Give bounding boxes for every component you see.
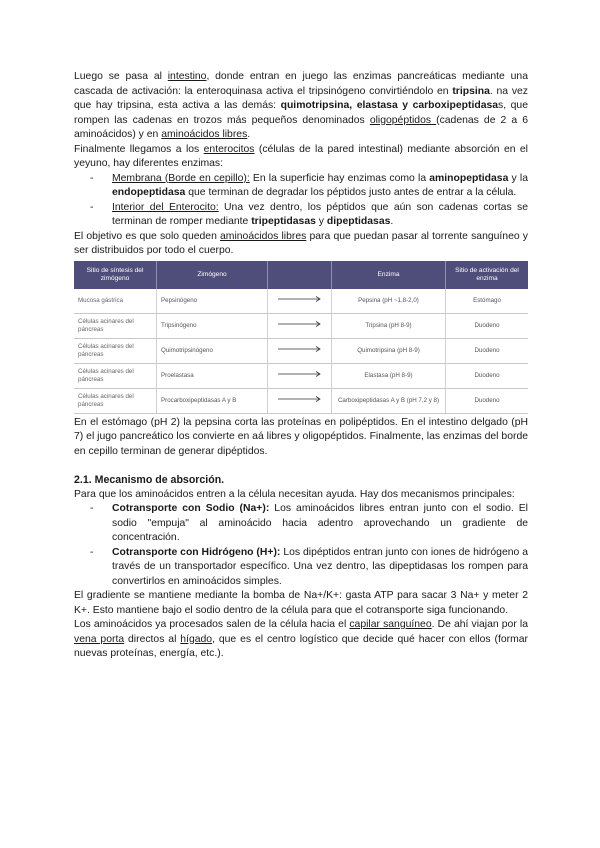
paragraph-salida: Los aminoácidos ya procesados salen de la célula hacia el capilar sanguíneo. De ahí viajan por la vena porta directos al hígado, que es el centro logístico que decide qué hacer con ellos (formar nuevas proteínas, energía, etc.). — [74, 619, 529, 659]
paragraph-intestino: Luego se pasa al intestino, donde entran en juego las enzimas pancreáticas mediante una cascada de activación: la enteroquinasa activa el tripsinógeno convirtiéndolo en tripsina. na vez que hay tripsina, esta activa a las demás: quimotripsina, elastasa y carboxipeptidasas, que rompen las cadenas en trozos más pequeños denominados oligopéptidos (cadenas de 2 a 6 aminoácidos) y en aminoácidos libres. — [74, 71, 529, 140]
header-zimogeno: Zimógeno — [157, 261, 268, 289]
table-row: Células acinares del páncreas Quimotripsinógeno Quimotripsina (pH 8-9) Duodeno — [74, 338, 528, 363]
term-enzimas: quimotripsina, elastasa y carboxipeptidasa — [280, 100, 499, 111]
header-enzima: Enzima — [332, 261, 446, 289]
table-row: Células acinares del páncreas Proelastasa Elastasa (pH 8-9) Duodeno — [74, 363, 528, 388]
paragraph-gradiente: El gradiente se mantiene mediante la bomba de Na+/K+: gasta ATP para sacar 3 Na+ y meter 2 K+. Esto mantiene bajo el sodio dentro de la célula para que el cotransporte siga funcionando. — [74, 590, 528, 616]
term-oligopeptidos: oligopéptidos — [369, 114, 437, 126]
term-intestino: intestino — [167, 71, 207, 82]
paragraph-objetivo: El objetivo es que solo queden aminoácidos libres para que puedan pasar al torrente sanguíneo y ser distribuidos por todo el cuerpo. — [74, 230, 528, 256]
zymogen-table — [74, 261, 528, 414]
arrow-right-icon — [278, 395, 322, 403]
mechanism-list — [74, 502, 528, 589]
header-sitio-activacion: Sitio de activación del enzima — [446, 261, 529, 289]
table-row: Mucosa gástrica Pepsinógeno Pepsina (pH ~1,8-2,0) Estómago — [74, 289, 528, 314]
term-capilar: capilar sanguíneo — [349, 619, 432, 630]
zymogen-table-container — [74, 261, 528, 414]
header-sitio-sintesis: Sitio de síntesis del zimógeno — [74, 261, 157, 289]
list-item-interior: - Interior del Enterocito: Una vez dentro, los péptidos que aún son cadenas cortas se terminan de romper mediante tripeptidasas y dipeptidasas. — [112, 201, 528, 230]
section-intro: Para que los aminoácidos entren a la célula necesitan ayuda. Hay dos mecanismos principales: — [74, 488, 515, 500]
list-item-hidrogeno: - Cotransporte con Hidrógeno (H+): Los dipéptidos entran junto con iones de hidrógeno a través de un transportador específico. Una vez dentro, las dipeptidasas los rompen para convertirlos en aminoácidos simples. — [112, 546, 528, 590]
term-aminoacidos-libres: aminoácidos libres — [161, 129, 248, 140]
paragraph-estomago: En el estómago (pH 2) la pepsina corta las proteínas en polipéptidos. En el intestino delgado (pH 7) el jugo pancreático los convierte en aá libres y oligopéptidos. Finalmente, las enzimas del borde en cepillo terminan de generar dipéptidos. — [74, 416, 528, 457]
arrow-right-icon — [278, 370, 322, 378]
section-title: 2.1. Mecanismo de absorción. — [74, 474, 225, 486]
term-enterocitos: enterocitos — [203, 143, 255, 155]
arrow-right-icon — [278, 295, 322, 303]
paragraph-enterocitos: Finalmente llegamos a los enterocitos (células de la pared intestinal) mediante absorción en el yeyuno, hay diferentes enzimas: — [74, 143, 528, 169]
term-vena-porta: vena porta — [74, 633, 125, 645]
list-item-membrana: - Membrana (Borde en cepillo): En la superficie hay enzimas como la aminopeptidasa y la endopeptidasa que terminan de degradar los péptidos justo antes de entrar a la célula. — [112, 172, 528, 201]
list-item-sodio: - Cotransporte con Sodio (Na+): Los aminoácidos libres entran junto con el sodio. El sodio "empuja" al aminoácido hacia adentro aprovechando un gradiente de concentración. — [112, 502, 528, 546]
header-arrow — [268, 261, 332, 289]
table-row: Células acinares del páncreas Tripsinógeno Tripsina (pH 8-9) Duodeno — [74, 313, 528, 338]
enzyme-list — [74, 172, 528, 230]
arrow-right-icon — [278, 320, 322, 328]
table-header-row — [74, 261, 528, 289]
document-page — [74, 70, 528, 662]
term-higado: hígado — [180, 633, 213, 645]
arrow-right-icon — [278, 345, 322, 353]
table-row: Células acinares del páncreas Procarboxipeptidasas A y B Carboxipeptidasas A y B (pH 7,2 y 8) Duodeno — [74, 388, 528, 413]
term-tripsina: tripsina — [452, 85, 490, 97]
